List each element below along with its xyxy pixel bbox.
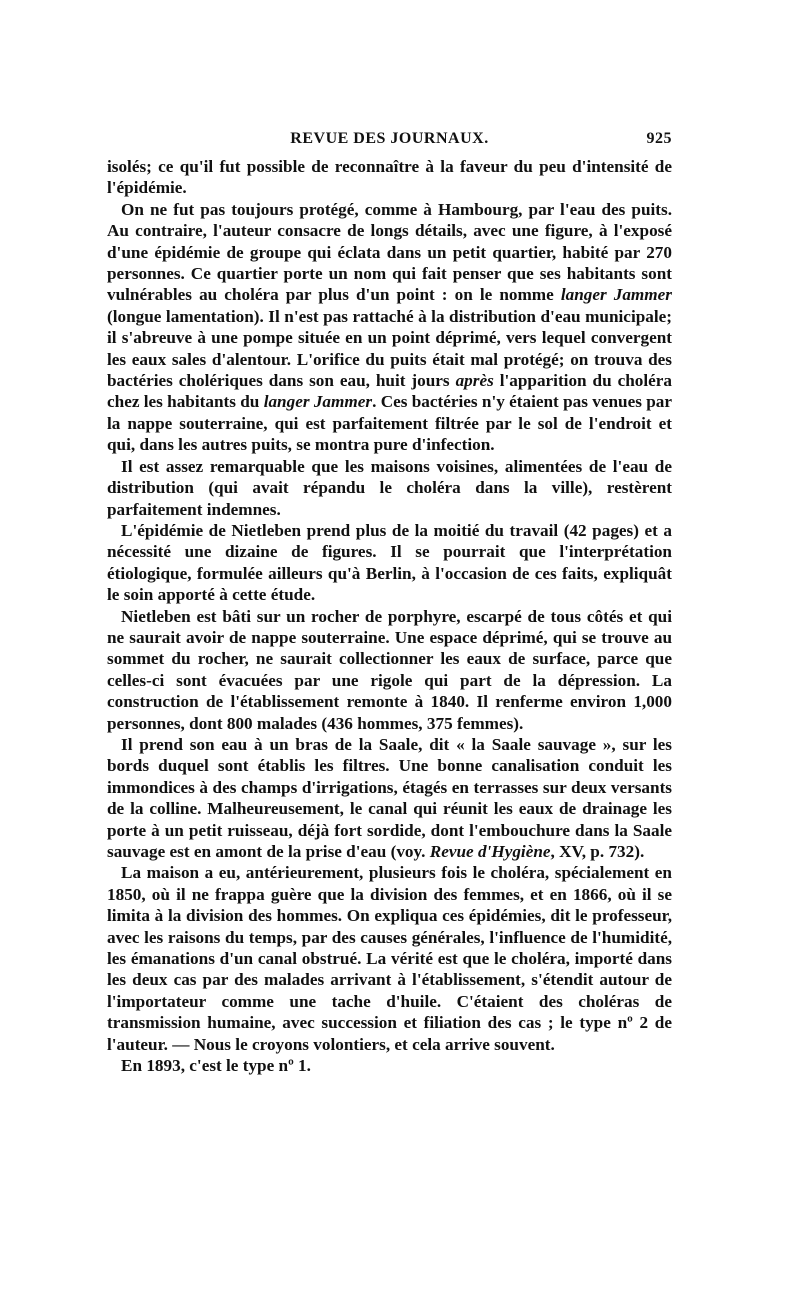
text-segment: L'épidémie de Nietleben prend plus de la moitié du travail (42 pages) et a nécessité une dizaine de figures. Il se pourrait que l'interprétation étiologique, formulée ailleurs qu'à Berlin, à l'occasion de ces faits, expliquât le soin apporté à cette étude. — [107, 520, 672, 605]
text-segment: , XV, p. 732). — [550, 842, 645, 861]
text-segment: (longue lamentation). Il n'est pas rattaché à la distribution d'eau municipale; il s'abreuve à une pompe située en un point déprimé, vers lequel convergent les eaux sales d'alentour. L'orifice du puits était mal protégé; on trouva des bactéries cholériques dans son eau, huit jours — [107, 306, 672, 391]
text-segment: Il est assez remarquable que les maisons voisines, alimentées de l'eau de distribution (qui avait répandu le choléra dans la ville), restèrent parfaitement indemnes. — [107, 456, 672, 519]
paragraph-history — [107, 862, 672, 1055]
text-segment: La maison a eu, antérieurement, plusieurs fois le choléra, spécialement en 1850, où il ne frappa guère que la division des femmes, et en 1866, où il se limita à la division des hommes. On expliqua ces épidémies, dit le professeur, avec les raisons du temps, par des causes générales, l'influence de l'humidité, les émanations d'un canal obstrué. La vérité est que le choléra, importé dans les deux cas par des malades arrivant à l'établissement, s'étendit autour de l'importateur comme une tache d'huile. C'étaient des choléras de transmission humaine, avec succession et filiation des cas ; le type nº 2 de l'auteur. — Nous le croyons volontiers, et cela arrive souvent. — [107, 863, 672, 1054]
text-segment: Il prend son eau à un bras de la Saale, dit « la Saale sauvage », sur les bords duquel sont établis les filtres. Une bonne canalisation conduit les immondices à des champs d'irrigations, étagés en terrasses sur deux versants de la colline. Malheureusement, le canal qui réunit les eaux de drainage les porte à un petit ruisseau, déjà fort sordide, dont l'embouchure dans la Saale sauvage est en amont de la prise d'eau (voy. — [107, 734, 672, 861]
text-segment: En 1893, c'est le type nº 1. — [121, 1056, 311, 1076]
italic-term: langer Jammer — [560, 285, 672, 305]
text-segment: . Ces bactéries n'y étaient pas venues par la nappe souterraine, qui est parfaitement filtrée par le sol de l'endroit et qui, dans les autres puits, se montra pure d'infection. — [107, 392, 672, 455]
paragraph-water-supply — [107, 734, 672, 862]
text-segment: Nietleben est bâti sur un rocher de porphyre, escarpé de tous côtés et qui ne saurait avoir de nappe souterraine. Une espace déprimé, qui se trouve au sommet du rocher, ne saurait collectionner les eaux de surface, parce que celles-ci sont évacuées par une rigole qui part de la dépression. La construction de l'établissement remonte à 1840. Il renferme environ 1,000 personnes, dont 800 malades (436 hommes, 375 femmes). — [107, 606, 672, 733]
running-head: REVUE DES JOURNAUX. — [290, 130, 489, 147]
body-text — [107, 156, 672, 1076]
paragraph-continued — [107, 156, 672, 199]
italic-term: langer Jammer — [263, 392, 373, 412]
text-segment: On ne fut pas toujours protégé, comme à Hambourg, par l'eau des puits. Au contraire, l'auteur consacre de longs détails, avec une figure, à l'exposé d'une épidémie de groupe qui éclata dans un petit quartier, habité par 270 personnes. Ce quartier porte un nom qui fait penser que ses habitants sont vulnérables au choléra par plus d'un point : on le nomme — [107, 199, 672, 305]
page — [107, 130, 672, 1076]
page-number: 925 — [646, 130, 672, 147]
italic-citation: Revue d'Hygiène — [429, 842, 551, 861]
text-segment: l'apparition du choléra chez les habitants du — [107, 371, 673, 412]
paragraph-conclusion — [107, 1055, 672, 1076]
paragraph-neighbouring-houses — [107, 456, 672, 520]
paragraph-nietleben-site — [107, 606, 672, 734]
paragraph-nietleben-epidemic — [107, 520, 672, 606]
text-segment: isolés; ce qu'il fut possible de reconnaître à la faveur du peu d'intensité de l'épidémie. — [107, 157, 672, 198]
page-header — [107, 130, 672, 156]
italic-term: après — [455, 371, 494, 391]
paragraph-wells — [107, 199, 672, 456]
